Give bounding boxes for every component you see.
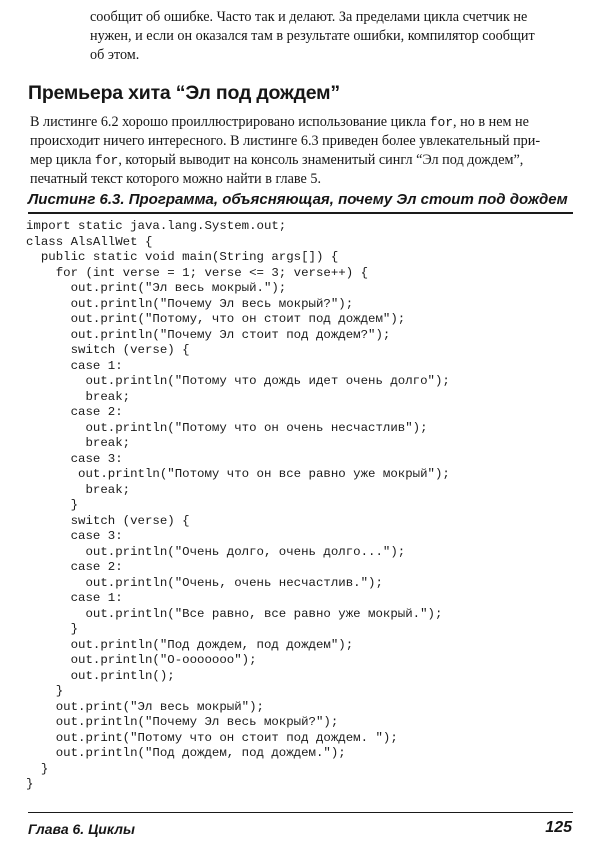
code-line: break;	[26, 436, 131, 450]
code-line: }	[26, 684, 64, 698]
inline-code: for	[94, 153, 119, 168]
body-text: В листинге 6.2 хорошо проиллюстрировано использование цикла	[30, 114, 430, 130]
code-line: break;	[26, 482, 131, 497]
section-heading: Премьера хита “Эл под дождем”	[28, 82, 340, 104]
code-line: out.println("Почему Эл весь мокрый?");	[26, 296, 354, 311]
code-line: switch (verse) {	[26, 513, 190, 528]
code-line: out.println("Очень, очень несчастлив.");	[26, 575, 383, 590]
code-line: out.print("Эл весь мокрый.");	[26, 281, 287, 295]
body-line: печатный текст которого можно найти в главе 5.	[30, 171, 322, 187]
code-line: switch (verse) {	[26, 343, 190, 357]
body-line: происходит ничего интересного. В листинге 6.3 приведен более увлекательный при-	[30, 133, 541, 149]
code-line: out.println("Потому что он очень несчастлив");	[26, 420, 428, 435]
code-line: case 3:	[26, 451, 123, 466]
code-line: out.print("Потому что он стоит под дождем. ");	[26, 730, 398, 745]
code-line: out.println();	[26, 668, 175, 683]
intro-line: об этом.	[90, 47, 140, 63]
code-line: out.println("Под дождем, под дождем");	[26, 637, 354, 652]
body-line	[30, 151, 574, 170]
code-line: out.println("Почему Эл весь мокрый?");	[26, 715, 339, 729]
code-listing	[26, 219, 574, 793]
code-line: case 2:	[26, 405, 123, 419]
body-text: , но в нем не	[453, 114, 529, 130]
code-line: case 1:	[26, 591, 123, 605]
code-line: case 2:	[26, 560, 123, 574]
code-line: out.println("Очень долго, очень долго...");	[26, 544, 406, 559]
code-line: out.println("О-ооооооо");	[26, 653, 257, 667]
chapter-label: Глава 6. Циклы	[28, 821, 135, 837]
page-number: 125	[545, 819, 572, 836]
body-text: мер цикла	[30, 152, 95, 168]
footer-divider	[28, 812, 573, 813]
code-line: }	[26, 761, 49, 776]
code-line: out.println("Потому что он все равно уже мокрый");	[26, 467, 450, 481]
code-line: import static java.lang.System.out;	[26, 219, 287, 233]
code-line: break;	[26, 389, 131, 404]
code-line: out.println("Под дождем, под дождем.");	[26, 746, 346, 760]
code-line: for (int verse = 1; verse <= 3; verse++) {	[26, 265, 369, 280]
intro-line: нужен, и если он оказался там в результате ошибки, компилятор сообщит	[90, 28, 535, 44]
listing-title: Листинг 6.3. Программа, объясняющая, почему Эл стоит под дождем	[28, 191, 568, 208]
body-line	[30, 113, 574, 132]
inline-code: for	[429, 115, 454, 130]
body-text: , который выводит на консоль знаменитый сингл “Эл под дождем”,	[118, 152, 524, 168]
intro-paragraph	[90, 8, 574, 65]
listing-divider	[28, 212, 573, 214]
code-line: public static void main(String args[]) {	[26, 250, 339, 264]
code-line: }	[26, 498, 79, 512]
code-line: class AlsAllWet {	[26, 234, 153, 249]
intro-line: сообщит об ошибке. Часто так и делают. За пределами цикла счетчик не	[90, 9, 528, 25]
code-line: }	[26, 777, 34, 791]
code-line: }	[26, 622, 79, 636]
code-line: out.println("Почему Эл стоит под дождем?");	[26, 327, 391, 342]
code-line: out.print("Потому, что он стоит под дождем");	[26, 312, 406, 326]
code-line: case 1:	[26, 358, 123, 373]
code-line: out.print("Эл весь мокрый");	[26, 699, 264, 714]
code-line: out.println("Потому что дождь идет очень долго");	[26, 374, 450, 388]
body-paragraph	[30, 113, 574, 189]
code-line: case 3:	[26, 529, 123, 543]
code-line: out.println("Все равно, все равно уже мокрый.");	[26, 606, 443, 621]
